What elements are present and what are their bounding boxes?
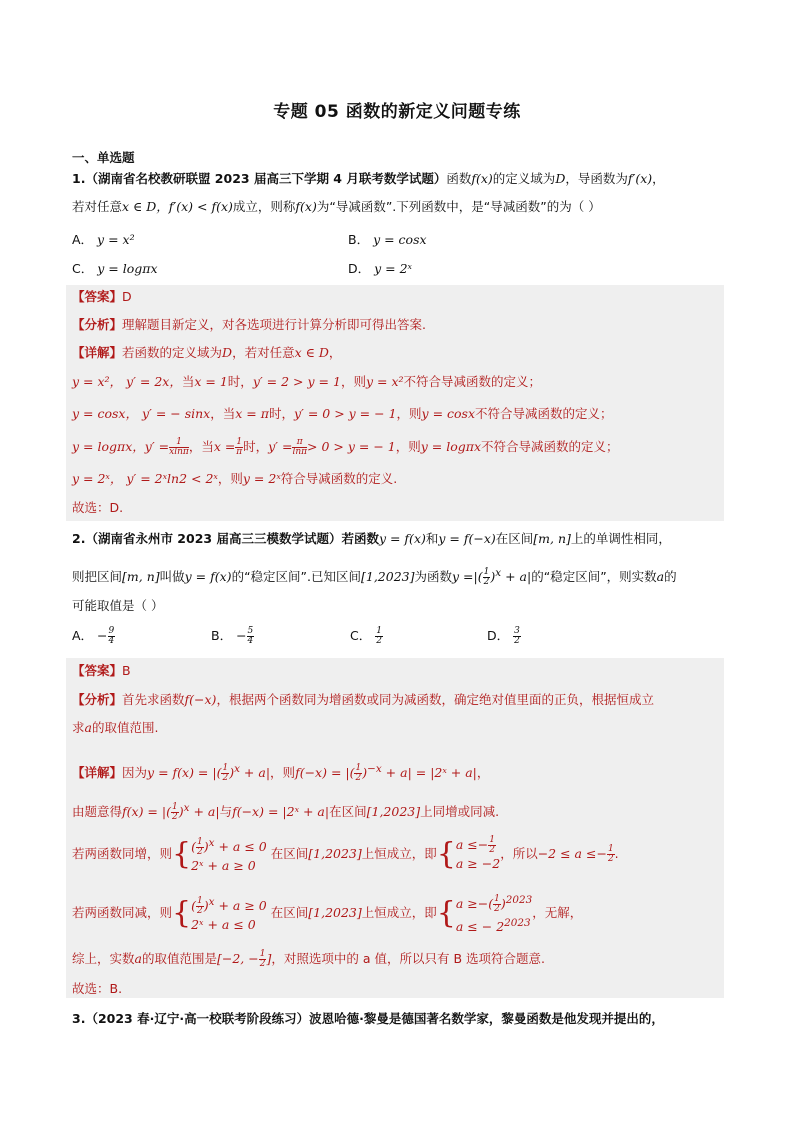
option-text: y = 2ˣ (374, 261, 412, 276)
detail-text: 上同增或同减. (420, 804, 500, 820)
detail-math: y′ = 2 > y = 1 (252, 374, 341, 389)
option-label: A． (72, 628, 94, 643)
detail-text: ，若对任意 (232, 345, 295, 360)
option-label: D． (487, 628, 510, 643)
detail-text: 因为 (122, 765, 148, 781)
q2-detail-5: 综上，实数a的取值范围是[−2, − $\frac{1}{2}$ ]，对照选项中的 a 值，所以只有 B 选项符合题意. (72, 949, 545, 969)
analysis-text: 理解题目新定义，对各选项进行计算分析即可得出答案. (122, 317, 426, 332)
q2-text: 的“稳定区间”，则实数 (531, 569, 657, 585)
detail-text: 综上，实数 (72, 951, 135, 966)
section-heading: 一、单选题 (72, 150, 135, 165)
page-title: 专题 05 函数的新定义问题专练 (273, 102, 521, 122)
detail-math: y = 2ˣ， y′ = 2ˣln2 < 2ˣ (72, 471, 218, 486)
detail-tag: 【详解】 (72, 765, 123, 781)
fraction-numerator: 1 (483, 567, 490, 578)
analysis-tag: 【分析】 (72, 692, 123, 707)
answer-tag: 【答案】 (72, 289, 123, 304)
analysis-math: f(−x) (184, 692, 217, 707)
detail-math: y′ = 0 > y = − 1 (293, 406, 397, 421)
exponent: x (495, 567, 502, 579)
q2-math: a (656, 569, 665, 585)
q1-answer (72, 288, 132, 306)
q2-choose: 故选：B. (72, 981, 123, 996)
option-label: D． (348, 261, 371, 276)
detail-text: 时， (268, 406, 294, 421)
detail-math: y = x² (365, 374, 404, 389)
answer-value: B (122, 663, 131, 678)
fraction-denominator: 2 (259, 959, 266, 969)
detail-math: a ≥ −2 (455, 856, 501, 872)
q1-text: 成立，则称 (232, 199, 296, 214)
detail-text: 不符合导减函数的定义； (481, 439, 619, 454)
option-text: y = cosx (373, 232, 427, 247)
analysis-text: 首先求函数 (122, 692, 185, 707)
detail-math: y = f(x) = (147, 765, 209, 781)
option-label: B． (348, 232, 370, 247)
q1-choose: 故选：D. (72, 500, 124, 515)
fraction-numerator: 1 (169, 438, 189, 448)
q1-detail-3 (72, 405, 613, 423)
q1-source: 1.（湖南省名校教研联盟 2023 届高三下学期 4 月联考数学试题） (72, 171, 447, 186)
q2-math: y = f(x) (378, 531, 426, 546)
fraction-numerator: 1 (236, 437, 243, 447)
exponent: x (234, 763, 240, 775)
q1-text: ，导函数为 (565, 171, 628, 186)
q3-stem-line1: 3.（2023 春·辽宁·高一校联考阶段练习）波恩哈德·黎曼是德国著名数学家，黎曼函数是他发现并提出的， (72, 1011, 664, 1026)
q2-math: y = (452, 569, 474, 585)
q2-math: y = f(−x) (438, 531, 496, 546)
detail-math: a (134, 951, 142, 966)
detail-math: a ≤− (455, 837, 489, 853)
option-sign: − (97, 628, 108, 643)
fraction-denominator: 2 (171, 812, 178, 823)
detail-math: y = logπx (420, 439, 482, 454)
exponent: −x (367, 763, 382, 775)
fraction-numerator: π (292, 438, 307, 448)
q1-detail-2 (72, 373, 541, 391)
q1-text: 的定义域为 (492, 171, 556, 186)
q2-text: 则把区间 (72, 569, 123, 585)
option-sign: − (236, 628, 247, 643)
detail-math: x = π (235, 406, 269, 421)
q1-option-c[interactable] (72, 259, 158, 277)
detail-text: ，则 (217, 471, 243, 486)
detail-text: ，则 (270, 765, 296, 781)
q2-option-b[interactable] (211, 626, 254, 646)
q2-analysis-2 (72, 719, 158, 737)
detail-math: y = cosx (421, 406, 476, 421)
detail-text: ，对照选项中的 a 值，所以只有 B 选项符合题意. (271, 951, 545, 966)
q2-text: 在区间 (495, 531, 534, 546)
detail-text: 在区间 (329, 804, 367, 820)
detail-math: + a ≤ 0 (218, 839, 267, 855)
detail-math: a ≤ − 2 (455, 919, 505, 935)
q2-stem-line1 (72, 530, 671, 548)
q1-text: 函数 (446, 171, 472, 186)
detail-math: f(−x) = |2ˣ + a| (232, 804, 330, 820)
q2-detail-4: 若两函数同减，则{ ( $\frac{1}{2}$ )$^x$ + a ≥ 0 2ˣ + a ≤ 0 在区间[1,2023]上恒成立，即{ a ≥−( $\frac{1}{2}$ )$^{2023}$ a ≤ − $2^{2023}$ ，无解， (72, 894, 583, 935)
detail-text: 不符合导减函数的定义； (475, 406, 613, 421)
detail-math: −2, − (221, 951, 259, 966)
q1-stem-line1: 1.（湖南省名校教研联盟 2023 届高三下学期 4 月联考数学试题）函数f(x)的定义域为D，导函数为f′(x)， (72, 171, 665, 186)
analysis-math: a (84, 720, 92, 735)
fraction-numerator: 1 (494, 894, 500, 905)
detail-text: 若两函数同增，则 (72, 846, 173, 862)
fraction-denominator: 2 (222, 773, 229, 784)
detail-math: a ≥− (455, 896, 489, 912)
q2-source: 2.（湖南省永州市 2023 届高三三模数学试题）若函数 (72, 531, 379, 546)
option-label: A． (72, 232, 94, 247)
q2-solution-block (66, 658, 724, 998)
fraction-denominator: xlnπ (169, 447, 189, 457)
q2-answer (72, 662, 131, 680)
detail-text: 的取值范围是 (141, 951, 217, 966)
detail-text: 时， (227, 374, 253, 389)
q2-text: 的 (664, 569, 677, 585)
detail-tag: 【详解】 (72, 345, 123, 360)
q2-math: y = f(x) (184, 569, 232, 585)
detail-math: + a ≥ 0 (218, 898, 267, 914)
detail-math: f(−x) = (295, 765, 342, 781)
detail-text: ， (476, 765, 490, 781)
detail-text: 上恒成立，即 (361, 846, 437, 862)
option-text: y = x² (97, 232, 135, 247)
fraction-denominator: lnπ (292, 447, 308, 457)
analysis-text: 求 (72, 720, 85, 735)
detail-text: 不符合导减函数的定义； (403, 374, 542, 389)
exponent: x (208, 837, 215, 849)
detail-text: ， (328, 345, 342, 360)
fraction-denominator: 4 (108, 636, 115, 646)
option-text: y = logπx (97, 261, 158, 276)
option-label: C． (72, 261, 94, 276)
exponent: x (208, 896, 215, 909)
q2-detail-2: 由题意得f(x) = |( $\frac{1}{2}$ )$^x$ + a|与f(−x) = |2ˣ + a|在区间[1,2023]上同增或同减. (72, 802, 500, 823)
q2-text: 为函数 (414, 569, 453, 585)
detail-math: y′ = (268, 439, 293, 454)
detail-text: 符合导减函数的定义. (280, 471, 398, 486)
q1-detail-4 (72, 438, 619, 457)
detail-math: = |2ˣ + a| (415, 765, 477, 781)
q2-option-c[interactable] (350, 626, 383, 646)
detail-math: 2ˣ + a ≥ 0 (191, 858, 256, 874)
detail-text: 由题意得 (72, 804, 123, 820)
detail-math: [1,2023] (308, 846, 362, 862)
q2-option-d[interactable] (487, 626, 521, 646)
exponent: x (183, 802, 190, 814)
detail-math: x = 1 (194, 374, 228, 389)
q1-text: ， (652, 171, 665, 186)
fraction-denominator: 2 (607, 854, 614, 865)
detail-math: y = logπx， (72, 439, 145, 454)
fraction-denominator: 4 (247, 636, 254, 646)
q1-option-a[interactable] (72, 230, 135, 248)
detail-math: f(x) = (122, 804, 158, 820)
detail-math: [1,2023] (366, 804, 421, 820)
q2-stem-line3: 可能取值是（ ） (72, 598, 164, 613)
q2-analysis-1 (72, 691, 654, 709)
fraction-denominator: 2 (355, 773, 362, 784)
detail-text: 若函数的定义域为 (122, 345, 223, 360)
detail-text: ，则 (340, 374, 366, 389)
detail-text: 上恒成立，即 (361, 905, 437, 921)
q2-text: 上的单调性相同， (570, 531, 671, 546)
detail-text: ，无解， (532, 905, 583, 921)
fraction-denominator: 2 (489, 845, 495, 856)
q1-option-d[interactable] (348, 259, 412, 277)
option-label: C． (350, 628, 372, 643)
detail-math: > 0 > y = − 1 (307, 439, 396, 454)
fraction-numerator: 1 (355, 763, 362, 774)
q1-stem-line2: 若对任意x ∈ D，f′(x) < f(x)成立，则称f(x)为“导减函数”.下列函数中，是“导减函数”的为（ ） (72, 199, 601, 214)
detail-text: 若两函数同减，则 (72, 905, 173, 921)
fraction-numerator: 5 (247, 626, 254, 636)
fraction-denominator: 2 (494, 904, 500, 915)
detail-math: y = 2ˣ (242, 471, 281, 486)
detail-text: 在区间 (270, 846, 309, 862)
q1-text: 为“导减函数”.下列函数中，是“导减函数”的为（ ） (316, 199, 601, 214)
analysis-text: ，根据两个函数同为增函数或同为减函数，确定绝对值里面的正负，根据恒成立 (216, 692, 654, 707)
fraction-numerator: 1 (197, 837, 203, 848)
q2-option-a[interactable] (72, 626, 115, 646)
detail-text: 时， (243, 439, 269, 454)
fraction-numerator: 1 (197, 896, 203, 907)
q2-math: [m, n] (122, 569, 160, 585)
detail-text: 当 (181, 374, 195, 389)
detail-math: [1,2023] (308, 905, 362, 921)
q2-detail-3: 若两函数同增，则{ ( $\frac{1}{2}$ )$^x$ + a ≤ 0 2ˣ + a ≥ 0 在区间[1,2023]上恒成立，即{ a ≤− $\frac{1}{2}$ a ≥ −2 ，所以−2 ≤ a ≤− $\frac{1}{2}$ . (72, 835, 619, 874)
answer-value: D (122, 289, 132, 304)
detail-text: ，则 (395, 439, 421, 454)
q1-analysis (72, 316, 426, 334)
q1-text: 若对任意 (72, 199, 123, 214)
detail-math: x = (213, 439, 236, 454)
fraction-numerator: 1 (489, 835, 495, 846)
q2-detail-1: 【详解】因为y = f(x) = |( $\frac{1}{2}$ )$^x$ + a|，则f(−x) = |( $\frac{1}{2}$ )$^{-x}$ + a| = |2ˣ + a|， (72, 763, 490, 784)
detail-math: y′ = (144, 439, 170, 454)
fraction-numerator: 1 (171, 802, 178, 813)
q2-math: [1,2023] (361, 569, 415, 585)
fraction-numerator: 1 (222, 763, 229, 774)
detail-text: ，则 (396, 406, 422, 421)
fraction-numerator: 9 (108, 626, 115, 636)
fraction-numerator: 1 (607, 844, 614, 855)
detail-math: y = cosx， y′ = − sinx (72, 406, 211, 421)
fraction-numerator: 1 (376, 626, 382, 636)
analysis-text: 的取值范围. (91, 720, 159, 735)
option-label: B． (211, 628, 233, 643)
answer-tag: 【答案】 (72, 663, 123, 678)
exponent: 2023 (505, 894, 533, 906)
q2-text: 的“稳定区间”.已知区间 (231, 569, 361, 585)
detail-text: ，当 (210, 406, 236, 421)
detail-text: 在区间 (270, 905, 309, 921)
q1-option-b[interactable] (348, 230, 427, 248)
detail-math: −2 ≤ a ≤− (537, 846, 607, 862)
detail-text: ，所以 (500, 846, 538, 862)
detail-text: ，当 (188, 439, 214, 454)
fraction-denominator: 2 (483, 577, 490, 588)
detail-math: y = x²， y′ = 2x， (72, 374, 182, 389)
detail-text: 与 (219, 804, 233, 820)
q1-detail-1: 【详解】若函数的定义域为D，若对任意x ∈ D， (72, 345, 342, 360)
analysis-tag: 【分析】 (72, 317, 123, 332)
detail-math: 2ˣ + a ≤ 0 (191, 917, 256, 933)
fraction-denominator: π (236, 447, 243, 457)
fraction-denominator: 2 (197, 906, 203, 917)
fraction-denominator: 2 (197, 847, 203, 858)
q1-detail-5 (72, 470, 397, 488)
fraction-denominator: 2 (376, 636, 382, 646)
q2-text: 叫做 (159, 569, 185, 585)
q2-stem-line2: 则把区间[m, n]叫做y = f(x)的“稳定区间”.已知区间[1,2023]为函数y =|( $\frac{1}{2}$ )$^x$ + a|的“稳定区间”，则实数a的 (72, 567, 677, 588)
q2-text: 和 (425, 531, 439, 546)
q2-math: [m, n] (533, 531, 571, 546)
fraction-denominator: 2 (514, 636, 520, 646)
fraction-numerator: 3 (514, 626, 520, 636)
exponent: 2023 (504, 917, 531, 930)
fraction-numerator: 1 (259, 949, 266, 959)
